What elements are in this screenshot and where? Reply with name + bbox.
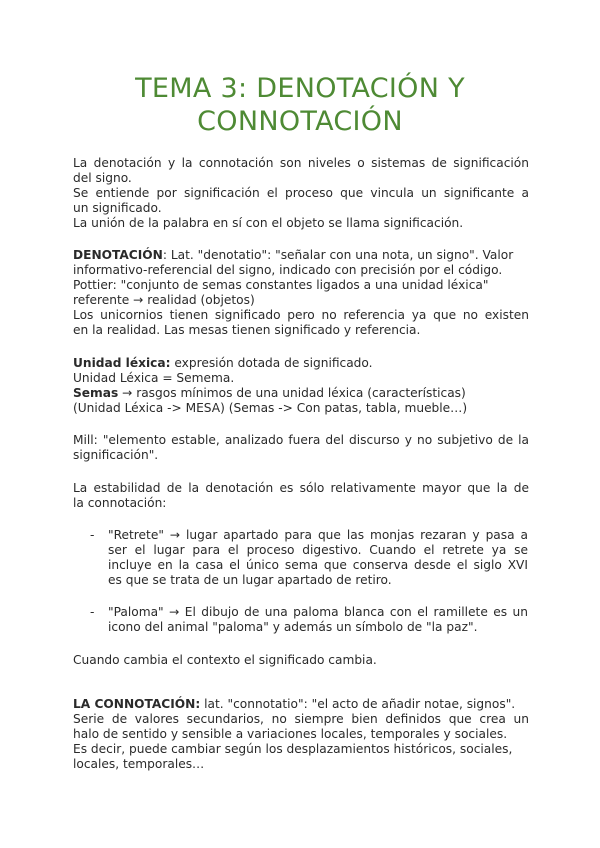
intro-line: un significado.	[73, 201, 162, 215]
bullet-line: incluye en la casa el único sema que conserva desde el siglo XVI	[108, 558, 528, 572]
denotacion-paragraph	[73, 248, 529, 338]
page-title	[0, 72, 600, 138]
connotacion-paragraph	[73, 697, 529, 772]
denotacion-term: DENOTACIÓN	[73, 248, 163, 262]
intro-line: La denotación y la connotación son niveles o sistemas de significación	[73, 156, 529, 170]
semas-term: Semas	[73, 386, 119, 400]
bullet-line: "Paloma" → El dibujo de una paloma blanca con el ramillete es un	[108, 605, 528, 619]
bullet-line: icono del animal "paloma" y además un símbolo de "la paz".	[108, 620, 478, 634]
contexto-line: Cuando cambia el contexto el significado cambia.	[73, 653, 377, 667]
bullet-line: es que se trata de un lugar apartado de retiro.	[108, 573, 392, 587]
bullet-marker: -	[90, 605, 95, 619]
connotacion-line: halo de sentido y sensible a variaciones locales, temporales y sociales.	[73, 727, 508, 741]
denotacion-line: informativo-referencial del signo, indicado con precisión por el código.	[73, 263, 503, 277]
mill-line: significación".	[73, 448, 159, 462]
estabilidad-paragraph	[73, 481, 529, 511]
intro-line: La unión de la palabra en sí con el objeto se llama significación.	[73, 216, 464, 230]
unidad-term: Unidad léxica:	[73, 356, 171, 370]
bullet-line: ser el lugar para el proceso digestivo. Cuando el retrete ya se	[108, 543, 528, 557]
estabilidad-line: la connotación:	[73, 496, 167, 510]
bullet-item-paloma	[108, 605, 528, 635]
connotacion-line: LA CONNOTACIÓN: lat. "connotatio": "el acto de añadir notae, signos".	[73, 697, 516, 711]
connotacion-line: Es decir, puede cambiar según los desplazamientos históricos, sociales,	[73, 742, 513, 756]
title-line-2: CONNOTACIÓN	[197, 106, 403, 137]
title-line-1: TEMA 3: DENOTACIÓN Y	[135, 73, 465, 104]
denotacion-line: referente → realidad (objetos)	[73, 293, 255, 307]
intro-line: Se entiende por significación el proceso que vincula un significante a	[73, 186, 529, 200]
denotacion-line: en la realidad. Las mesas tienen significado y referencia.	[73, 323, 421, 337]
bullet-line: "Retrete" → lugar apartado para que las monjas rezaran y pasa a	[108, 528, 528, 542]
unidad-line: Unidad Léxica = Semema.	[73, 371, 235, 385]
connotacion-line: locales, temporales…	[73, 757, 205, 771]
denotacion-line: DENOTACIÓN: Lat. "denotatio": "señalar con una nota, un signo". Valor	[73, 248, 514, 262]
unidad-paragraph	[73, 356, 529, 416]
intro-line: del signo.	[73, 171, 132, 185]
contexto-paragraph	[73, 653, 529, 668]
unidad-line: (Unidad Léxica -> MESA) (Semas -> Con patas, tabla, mueble…)	[73, 401, 468, 415]
unidad-line: Unidad léxica: expresión dotada de significado.	[73, 356, 373, 370]
mill-line: Mill: "elemento estable, analizado fuera del discurso y no subjetivo de la	[73, 433, 529, 447]
bullet-marker: -	[90, 528, 95, 542]
mill-paragraph	[73, 433, 529, 463]
connotacion-line: Serie de valores secundarios, no siempre bien definidos que crea un	[73, 712, 529, 726]
denotacion-line: Los unicornios tienen significado pero no referencia ya que no existen	[73, 308, 529, 322]
bullet-item-retrete	[108, 528, 528, 588]
denotacion-line: Pottier: "conjunto de semas constantes ligados a una unidad léxica"	[73, 278, 489, 292]
estabilidad-line: La estabilidad de la denotación es sólo relativamente mayor que la de	[73, 481, 529, 495]
unidad-line: Semas → rasgos mínimos de una unidad léxica (características)	[73, 386, 466, 400]
connotacion-term: LA CONNOTACIÓN:	[73, 697, 201, 711]
intro-paragraph	[73, 156, 529, 231]
